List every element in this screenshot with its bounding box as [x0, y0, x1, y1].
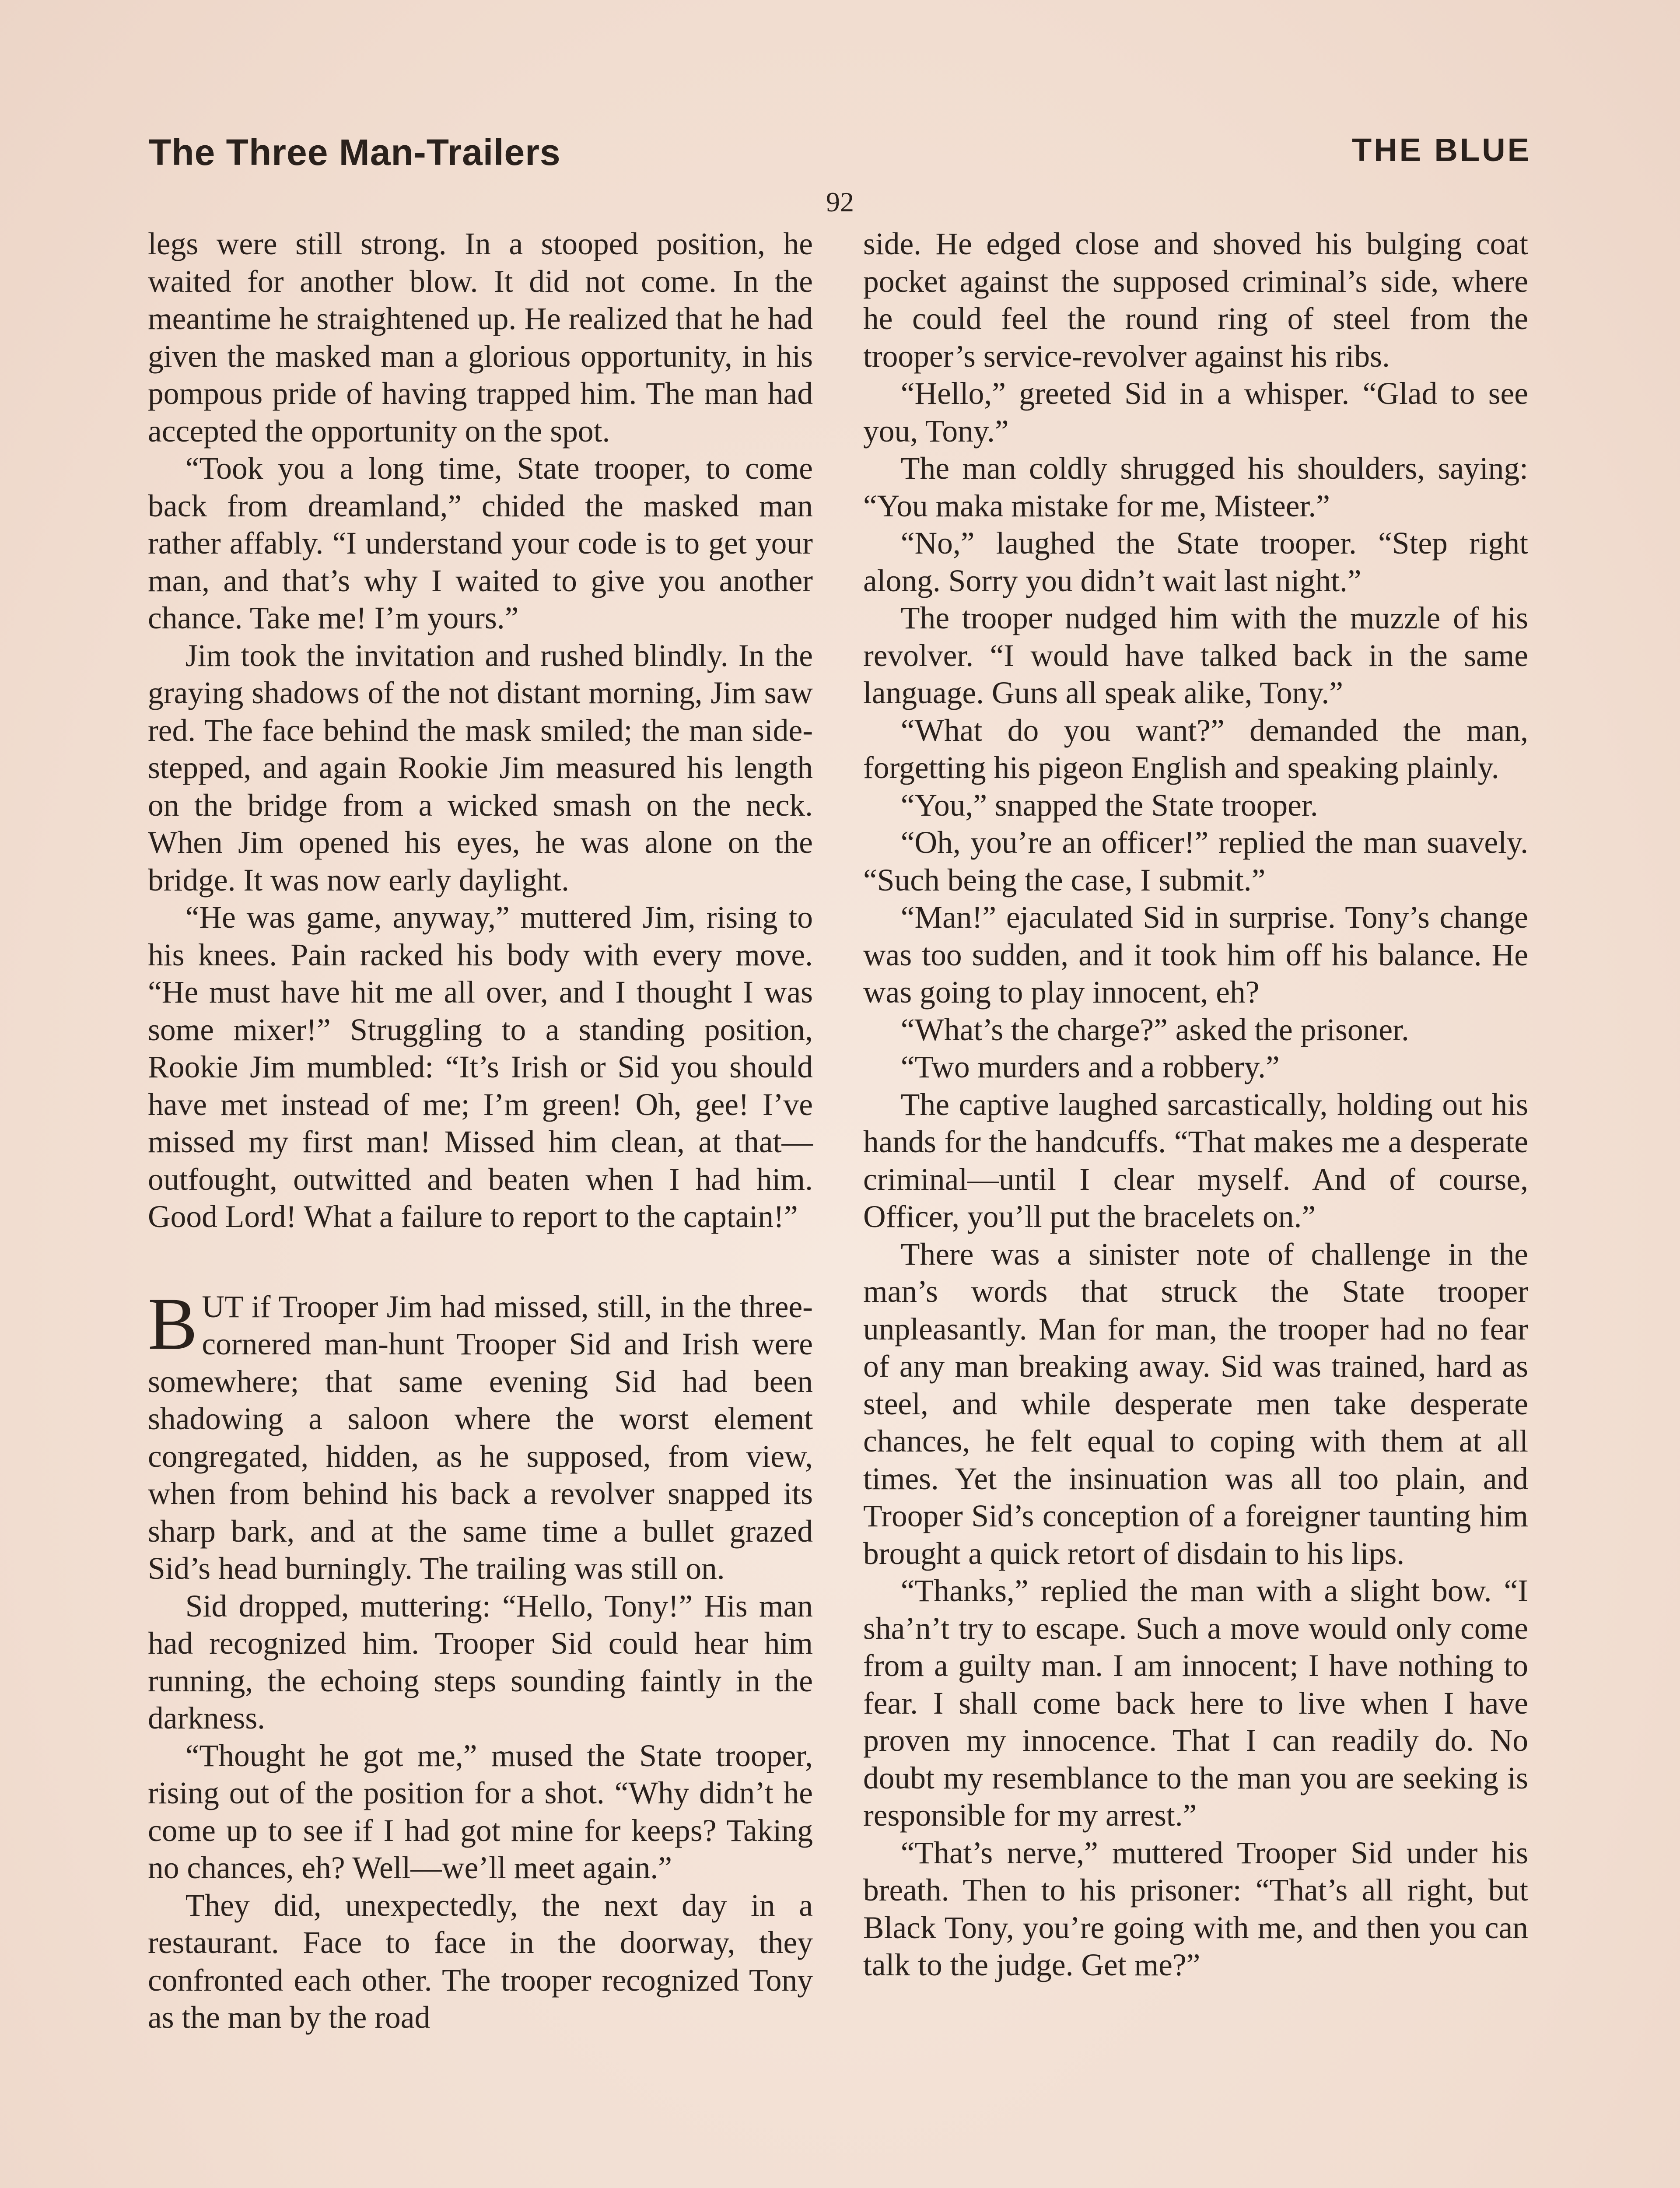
paragraph: legs were still strong. In a stooped position, he waited for another blow. It did not come. In the meantime he straightened up. He realized that he had given the masked man a glorious opportunity, in his pompous pride of having trapped him. The man had accepted the opportunity on the spot. — [148, 227, 813, 449]
paragraph: “Man!” ejaculated Sid in surprise. Tony’s change was too sudden, and it took him off his balance. He was going to play innocent, eh? — [863, 900, 1528, 1010]
paragraph: “What do you want?” demanded the man, forgetting his pigeon English and speaking plainly. — [863, 713, 1528, 785]
paragraph: “Oh, you’re an officer!” replied the man suavely. “Such being the case, I submit.” — [863, 825, 1528, 898]
section-break — [148, 1236, 813, 1288]
paragraph: “Thanks,” replied the man with a slight bow. “I sha’n’t try to escape. Such a move would only come from a guilty man. I am innocent; I have nothing to fear. I shall come back here to live when I have proven my innocence. That I can readily do. No doubt my resemblance to the man you are seeking is responsible for my arrest.” — [863, 1574, 1528, 1833]
right-column — [863, 225, 1528, 1984]
drop-cap: B — [148, 1282, 198, 1365]
section-opening-paragraph — [148, 1282, 813, 1588]
paragraph: There was a sinister note of challenge in the man’s words that struck the State trooper unpleasantly. Man for man, the trooper had no fear of any man breaking away. Sid was trained, hard as steel, and while desperate men take desperate chances, he felt equal to coping with them at all times. Yet the insinuation was all too plain, and Trooper Sid’s conception of a foreigner taunting him brought a quick retort of disdain to his lips. — [863, 1237, 1528, 1571]
paragraph: Jim took the invitation and rushed blindly. In the graying shadows of the not distant morning, Jim saw red. The face behind the mask smiled; the man sidestepped, and again Rookie Jim measured his length on the bridge from a wicked smash on the neck. When Jim opened his eyes, he was alone on the bridge. It was now early daylight. — [148, 638, 813, 898]
paragraph: “Thought he got me,” mused the State trooper, rising out of the position for a shot. “Why didn’t he come up to see if I had got mine for keeps? Taking no chances, eh? Well—we’ll meet again.” — [148, 1738, 813, 1885]
paragraph: “That’s nerve,” muttered Trooper Sid under his breath. Then to his prisoner: “That’s all right, but Black Tony, you’re going with me, and then you can talk to the judge. Get me?” — [863, 1835, 1528, 1982]
section-opening-text: UT if Trooper Jim had missed, still, in the three-cornered man-hunt Trooper Sid and Irish were somewhere; that same evening Sid had been shadowing a saloon where the worst element congregated, hidden, as he supposed, from view, when from behind his back a revolver snapped its sharp bark, and at the same time a bullet grazed Sid’s head burningly. The trailing was still on. — [148, 1289, 813, 1586]
page-number: 92 — [826, 186, 854, 217]
paragraph: The man coldly shrugged his shoulders, saying: “You maka mistake for me, Misteer.” — [863, 451, 1528, 523]
paragraph: The trooper nudged him with the muzzle of his revolver. “I would have talked back in the same language. Guns all speak alike, Tony.” — [863, 601, 1528, 710]
running-head — [149, 131, 1531, 188]
paragraph: side. He edged close and shoved his bulging coat pocket against the supposed criminal’s side, where he could feel the round ring of steel from the trooper’s service-revolver against his ribs. — [863, 227, 1528, 374]
paragraph: “Two murders and a robbery.” — [900, 1050, 1280, 1084]
paragraph: “Took you a long time, State trooper, to come back from dreamland,” chided the masked man rather affably. “I understand your code is to get your man, and that’s why I waited to give you another chance. Take me! I’m yours.” — [148, 451, 813, 635]
magazine-name: THE BLUE — [1352, 132, 1531, 168]
paragraph: “He was game, anyway,” muttered Jim, rising to his knees. Pain racked his body with every move. “He must have hit me all over, and I thought I was some mixer!” Struggling to a standing position, Rookie Jim mumbled: “It’s Irish or Sid you should have met instead of me; I’m green! Oh, gee! I’ve missed my first man! Missed him clean, at that—outfought, outwitted and beaten when I had him. Good Lord! What a failure to report to the captain!” — [148, 900, 813, 1234]
paragraph: “You,” snapped the State trooper. — [900, 788, 1318, 823]
left-column — [148, 225, 813, 2037]
paragraph: The captive laughed sarcastically, holding out his hands for the handcuffs. “That makes me a desperate criminal—until I clear myself. And of course, Officer, you’ll put the bracelets on.” — [863, 1087, 1528, 1234]
story-title: The Three Man-Trailers — [149, 132, 561, 173]
paragraph: “No,” laughed the State trooper. “Step right along. Sorry you didn’t wait last night.” — [863, 526, 1528, 598]
paragraph: They did, unexpectedly, the next day in a restaurant. Face to face in the doorway, they confronted each other. The trooper recognized Tony as the man by the road — [148, 1888, 813, 2035]
paragraph: “Hello,” greeted Sid in a whisper. “Glad to see you, Tony.” — [863, 376, 1528, 449]
paragraph: “What’s the charge?” asked the prisoner. — [900, 1012, 1409, 1047]
paragraph: Sid dropped, muttering: “Hello, Tony!” His man had recognized him. Trooper Sid could hear him running, the echoing steps sounding faintly in the darkness. — [148, 1588, 813, 1736]
